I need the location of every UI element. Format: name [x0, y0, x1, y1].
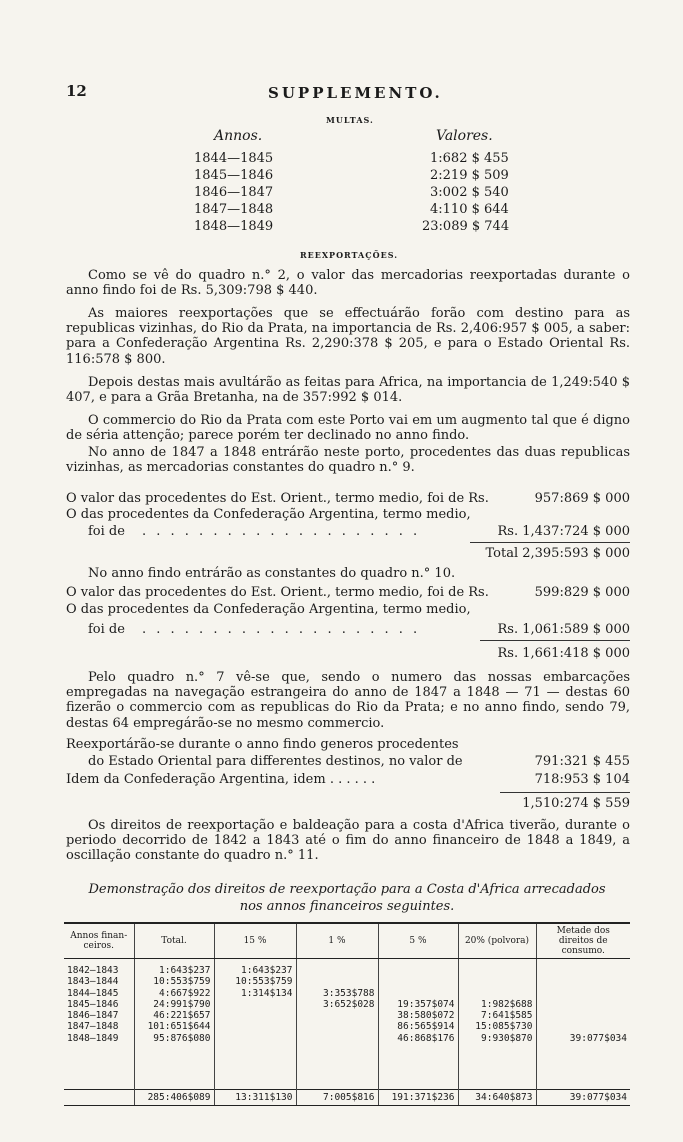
cell-value: 15:085$730	[475, 1021, 533, 1033]
rule	[500, 792, 630, 793]
table-title	[64, 881, 630, 915]
cell-value: 1:643$237	[159, 965, 211, 976]
cell-value: 95:876$080	[153, 1032, 211, 1044]
account-label: O valor das procedentes do Est. Orient., termo medio, foi de Rs.	[66, 585, 489, 600]
account-value: 791:321 $ 455	[534, 754, 630, 769]
cell-value: 1846—1847	[67, 1010, 119, 1022]
cell-value: 1845—1846	[67, 998, 119, 1010]
multas-col-anos: Annos.	[214, 128, 263, 144]
cell-value: 3:353$788	[323, 987, 375, 999]
account-value: 957:869 $ 000	[534, 491, 630, 506]
multas-anos: 1844—1845	[194, 151, 274, 166]
account-value: 599:829 $ 000	[534, 585, 630, 600]
totals-cell: 39:077$034	[536, 1090, 630, 1106]
metade-cell	[536, 959, 630, 1090]
multas-valor: 3:002 $ 540	[430, 185, 509, 200]
cell-value: 7:641$585	[481, 1010, 533, 1022]
anos-cell	[64, 959, 134, 1090]
cell-value: 86:565$914	[397, 1021, 455, 1033]
account-label: O das procedentes da Confederação Argentina, termo medio,	[66, 507, 471, 522]
cell-value: 39:077$034	[569, 1032, 627, 1044]
cell-value: 46:221$657	[153, 1010, 211, 1022]
cell-value: 1842—1843	[67, 965, 119, 976]
rule	[470, 542, 630, 543]
totals-cell: 191:371$236	[378, 1090, 458, 1106]
account-label: O das procedentes da Confederação Argentina, termo medio,	[66, 602, 471, 617]
paragraph: As maiores reexportações que se effectuárão forão com destino para as republicas vizinhas, do Rio da Prata, na importancia de Rs. 2,406:957 $ 005, a saber: para a Confederação Argentina Rs. 2,290:378 $ 205, e para o Estado Oriental Rs. 116:578 $ 800.	[66, 306, 630, 367]
p5-cell	[378, 959, 458, 1090]
page-number: 12	[66, 82, 87, 100]
cell-value: 19:357$074	[397, 998, 455, 1010]
account-label: Reexportárão-se durante o anno findo generos procedentes	[66, 737, 459, 752]
col-header: 5 %	[378, 923, 458, 959]
totals-cell: 34:640$873	[458, 1090, 536, 1106]
rule	[480, 640, 630, 641]
cell-value: 38:580$072	[397, 1010, 455, 1022]
direitos-table	[64, 922, 630, 1106]
reexport-heading: REEXPORTAÇÕES.	[300, 250, 398, 260]
account-value: Rs. 1,437:724 $ 000	[497, 524, 630, 539]
account-label: foi de	[88, 622, 125, 637]
col-header: Annos finan-ceiros.	[64, 923, 134, 959]
cell-value: 9:930$870	[481, 1032, 533, 1044]
account-value: 718:953 $ 104	[534, 772, 630, 787]
multas-valor: 2:219 $ 509	[430, 168, 509, 183]
account-label: O valor das procedentes do Est. Orient., termo medio, foi de Rs.	[66, 491, 489, 506]
account-value: Rs. 1,061:589 $ 000	[497, 622, 630, 637]
multas-anos: 1847—1848	[194, 202, 274, 217]
totals-cell: 13:311$130	[214, 1090, 296, 1106]
cell-value: 3:652$028	[323, 998, 375, 1010]
account-label: do Estado Oriental para differentes destinos, no valor de	[88, 754, 463, 769]
totals-cell: 285:406$089	[134, 1090, 214, 1106]
cell-value: 1848—1849	[67, 1032, 119, 1044]
paragraph: O commercio do Rio da Prata com este Porto vai em um augmento tal que é digno de séria attenção; parece porém ter declinado no anno findo.	[66, 413, 630, 444]
totals-cell: 7:005$816	[296, 1090, 378, 1106]
cell-value: 101:651$644	[147, 1021, 211, 1033]
total-cell	[134, 959, 214, 1090]
multas-col-valores: Valores.	[436, 128, 493, 144]
paragraph: Os direitos de reexportação e baldeação para a costa d'Africa tiverão, durante o periodo decorrido de 1842 a 1843 até o fim do anno financeiro de 1848 a 1849, a oscillação constante do quadro n.° 11.	[66, 818, 630, 864]
p1-cell	[296, 959, 378, 1090]
leader-dots: . . . . . . . . . . . . . . . . . . . .	[142, 524, 421, 539]
col-header: Total.	[134, 923, 214, 959]
table-title-line: nos annos financeiros seguintes.	[239, 899, 455, 914]
account-label: Idem da Confederação Argentina, idem . . . . . .	[66, 772, 376, 787]
paragraph: Depois destas mais avultárão as feitas para Africa, na importancia de 1,249:540 $ 407, e para a Grãa Bretanha, na de 357:992 $ 014.	[66, 375, 630, 406]
total-value: Rs. 1,661:418 $ 000	[497, 646, 630, 661]
cell-value: 4:667$922	[159, 987, 211, 999]
cell-value: 1847—1848	[67, 1021, 119, 1033]
multas-valor: 23:089 $ 744	[422, 219, 510, 234]
col-header: Metade dos direitos de consumo.	[536, 923, 630, 959]
multas-anos: 1845—1846	[194, 168, 274, 183]
cell-value: 1:314$134	[241, 987, 293, 999]
cell-value: 1844—1845	[67, 987, 119, 999]
leader-dots: . . . . . . . . . . . . . . . . . . . .	[142, 622, 421, 637]
multas-valor: 1:682 $ 455	[430, 151, 509, 166]
col-header: 15 %	[214, 923, 296, 959]
multas-heading: MULTAS.	[326, 115, 374, 125]
cell-value: 24:991$790	[153, 998, 211, 1010]
paragraph: No anno de 1847 a 1848 entrárão neste porto, procedentes das duas republicas vizinhas, as mercadorias constantes do quadro n.° 9.	[66, 445, 630, 476]
cell-value: 10:553$759	[235, 976, 293, 988]
paragraph: No anno findo entrárão as constantes do quadro n.° 10.	[88, 566, 456, 581]
multas-anos: 1848—1849	[194, 219, 274, 234]
paragraph: Como se vê do quadro n.° 2, o valor das mercadorias reexportadas durante o anno findo foi de Rs. 5,309:798 $ 440.	[66, 268, 630, 299]
col-header: 20% (polvora)	[458, 923, 536, 959]
multas-anos: 1846—1847	[194, 185, 274, 200]
p20-cell	[458, 959, 536, 1090]
cell-value: 1:982$688	[481, 998, 533, 1010]
total-value: 1,510:274 $ 559	[522, 796, 630, 811]
cell-value: 10:553$759	[153, 976, 211, 988]
multas-valor: 4:110 $ 644	[430, 202, 509, 217]
account-label: foi de	[88, 524, 125, 539]
p15-cell	[214, 959, 296, 1090]
total-value: Total 2,395:593 $ 000	[485, 546, 630, 561]
cell-value: 1:643$237	[241, 965, 293, 976]
page-title: SUPPLEMENTO.	[268, 84, 443, 102]
table-title-line: Demonstração dos direitos de reexportação para a Costa d'Africa arrecadados	[88, 882, 606, 897]
paragraph: Pelo quadro n.° 7 vê-se que, sendo o numero das nossas embarcações empregadas na navegação estrangeira do anno de 1847 a 1848 — 71 — destas 60 fizerão o commercio com as republicas do Rio da Prata; e no anno findo, sendo 79, destas 64 empregárão-se no mesmo commercio.	[66, 670, 630, 731]
totals-blank	[64, 1090, 134, 1106]
col-header: 1 %	[296, 923, 378, 959]
cell-value: 46:868$176	[397, 1032, 455, 1044]
cell-value: 1843—1844	[67, 976, 119, 988]
